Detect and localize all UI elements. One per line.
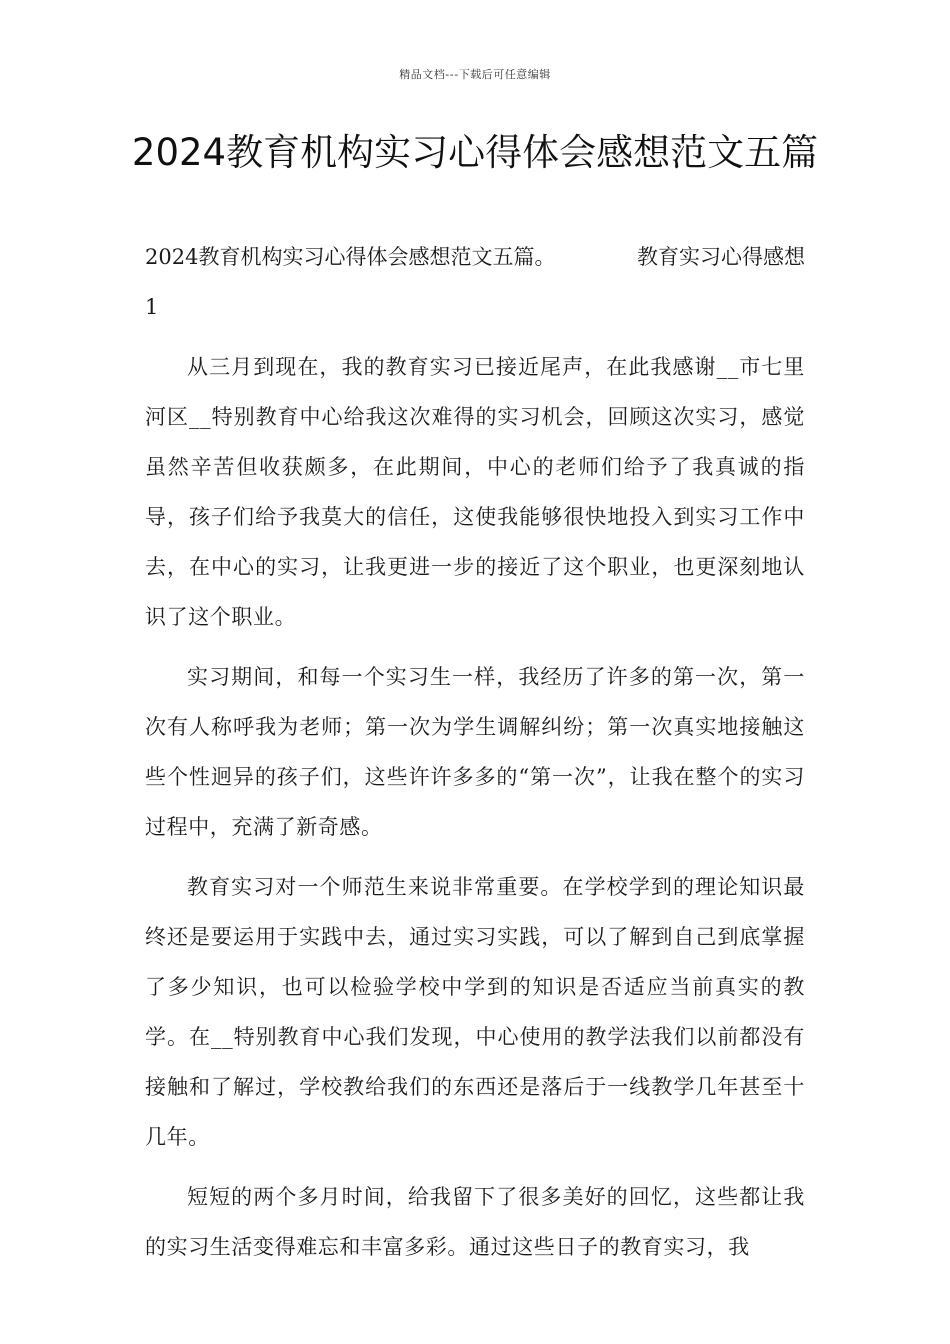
- paragraph: 短短的两个多月时间，给我留下了很多美好的回忆，这些都让我的实习生活变得难忘和丰富多彩。通过这些日子的教育实习，我: [145, 1185, 805, 1259]
- document-body: [145, 232, 805, 1282]
- header-note: 精品文档---下载后可任意编辑: [399, 68, 551, 81]
- document-title: 2024教育机构实习心得体会感想范文五篇: [131, 131, 819, 174]
- subtitle-line: [145, 232, 805, 282]
- subtitle-right: 教育实习心得感想: [637, 245, 805, 269]
- subtitle-index: 1: [145, 295, 159, 319]
- paragraph: 实习期间，和每一个实习生一样，我经历了许多的第一次，第一次有人称呼我为老师；第一次为学生调解纠纷；第一次真实地接触这些个性迥异的孩子们，这些许许多多的“第一次”，让我在整个的实习过程中，充满了新奇感。: [145, 665, 805, 839]
- paragraph: 从三月到现在，我的教育实习已接近尾声，在此我感谢__市七里河区__特别教育中心给我这次难得的实习机会，回顾这次实习，感觉虽然辛苦但收获颇多，在此期间，中心的老师们给予了我真诚的指导，孩子们给予我莫大的信任，这使我能够很快地投入到实习工作中去，在中心的实习，让我更进一步的接近了这个职业，也更深刻地认识了这个职业。: [145, 355, 805, 629]
- subtitle-left: 2024教育机构实习心得体会感想范文五篇。: [145, 245, 556, 269]
- paragraph: 教育实习对一个师范生来说非常重要。在学校学到的理论知识最终还是要运用于实践中去，通过实习实践，可以了解到自己到底掌握了多少知识，也可以检验学校中学到的知识是否适应当前真实的教学。在__特别教育中心我们发现，中心使用的教学法我们以前都没有接触和了解过，学校教给我们的东西还是落后于一线教学几年甚至十几年。: [145, 875, 805, 1149]
